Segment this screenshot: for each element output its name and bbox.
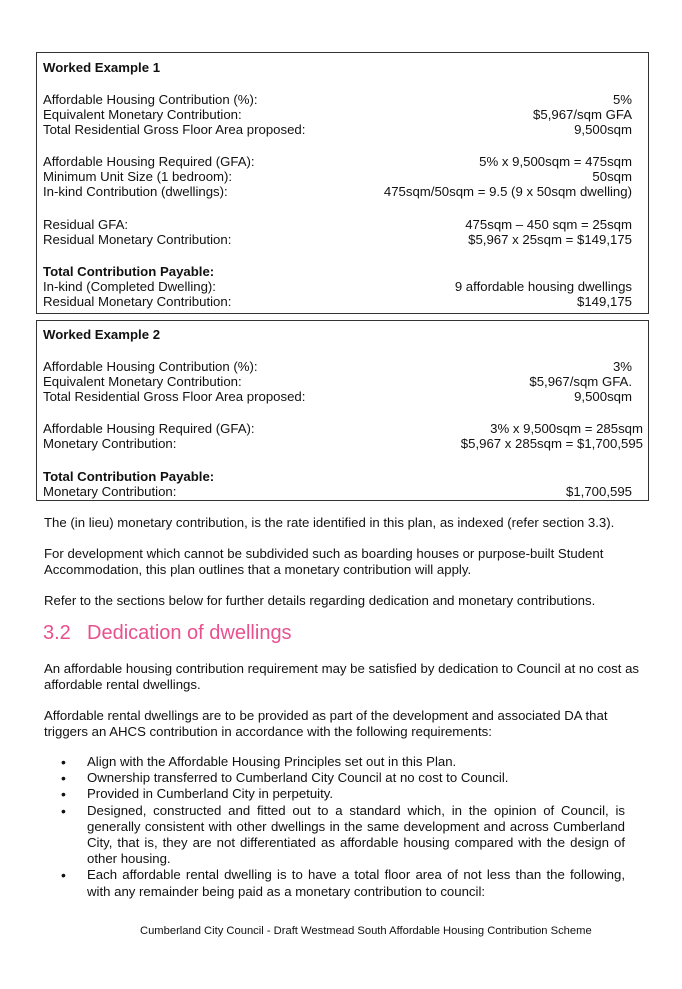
list-item: • Each affordable rental dwelling is to have a total floor area of not less than the following, with any remainder being paid as a monetary contribution to council: <box>61 867 625 899</box>
list-item: • Designed, constructed and fitted out to a standard which, in the opinion of Council, is generally consistent with other dwellings in the same development and across Cumberland City, that is, they are not differentiated as affordable housing compared with the design of other housing. <box>61 802 625 867</box>
example-title: Worked Example 1 <box>43 60 161 75</box>
requirements-list <box>44 754 625 900</box>
section-heading <box>43 621 292 645</box>
bullet-icon: • <box>61 802 66 819</box>
list-item: • Align with the Affordable Housing Principles set out in this Plan. <box>61 754 457 770</box>
paragraph: An affordable housing contribution requirement may be satisfied by dedication to Council at no cost as affordable rental dwellings. <box>44 661 640 692</box>
worked-example-2: Worked Example 2 Affordable Housing Contribution (%): 3% Equivalent Monetary Contribution: $5,967/sqm GFA. Total Residential Gross Floor Area proposed: 9,500sqm Affordable Housing Required (GFA): 3% x 9,500sqm = 285sqm Monetary Contribution: $5,967 x 285sqm = $1,700,595 Total Contribution Payable: Monetary Contribution: $1,700,595 <box>36 320 649 501</box>
paragraph: The (in lieu) monetary contribution, is the rate identified in this plan, as indexed (refer section 3.3). <box>44 515 615 530</box>
section-title: Dedication of dwellings <box>87 622 292 644</box>
paragraph: For development which cannot be subdivided such as boarding houses or purpose-built Student Accommodation, this plan outlines that a monetary contribution will apply. <box>44 546 604 577</box>
bullet-icon: • <box>61 754 66 770</box>
section-number: 3.2 <box>43 622 71 644</box>
paragraph: Refer to the sections below for further details regarding dedication and monetary contributions. <box>44 593 596 608</box>
list-item: • Ownership transferred to Cumberland City Council at no cost to Council. <box>61 770 509 787</box>
example-title: Worked Example 2 <box>43 327 161 342</box>
page-footer: Cumberland City Council - Draft Westmead South Affordable Housing Contribution Scheme <box>140 925 592 937</box>
paragraph: Affordable rental dwellings are to be provided as part of the development and associated DA that triggers an AHCS contribution in accordance with the following requirements: <box>44 708 608 739</box>
bullet-icon: • <box>61 770 66 787</box>
bullet-icon: • <box>61 867 66 884</box>
worked-example-1: Worked Example 1 Affordable Housing Contribution (%): 5% Equivalent Monetary Contribution: $5,967/sqm GFA Total Residential Gross Floor Area proposed: 9,500sqm Affordable Housing Required (GFA): 5% x 9,500sqm = 475sqm Minimum Unit Size (1 bedroom): 50sqm In-kind Contribution (dwellings): 475sqm/50sqm = 9.5 (9 x 50sqm dwelling) Residual GFA: 475sqm – 450 sqm = 25sqm Residual Monetary Contribution: $5,967 x 25sqm = $149,175 Total Contribution Payable: In-kind (Completed Dwelling): 9 affordable housing dwellings Residual Monetary Contribution: $149,175 <box>36 52 649 314</box>
bullet-icon: • <box>61 786 66 803</box>
total-heading: Total Contribution Payable: <box>43 264 215 279</box>
list-item: • Provided in Cumberland City in perpetuity. <box>61 786 334 803</box>
total-heading: Total Contribution Payable: <box>43 469 215 484</box>
